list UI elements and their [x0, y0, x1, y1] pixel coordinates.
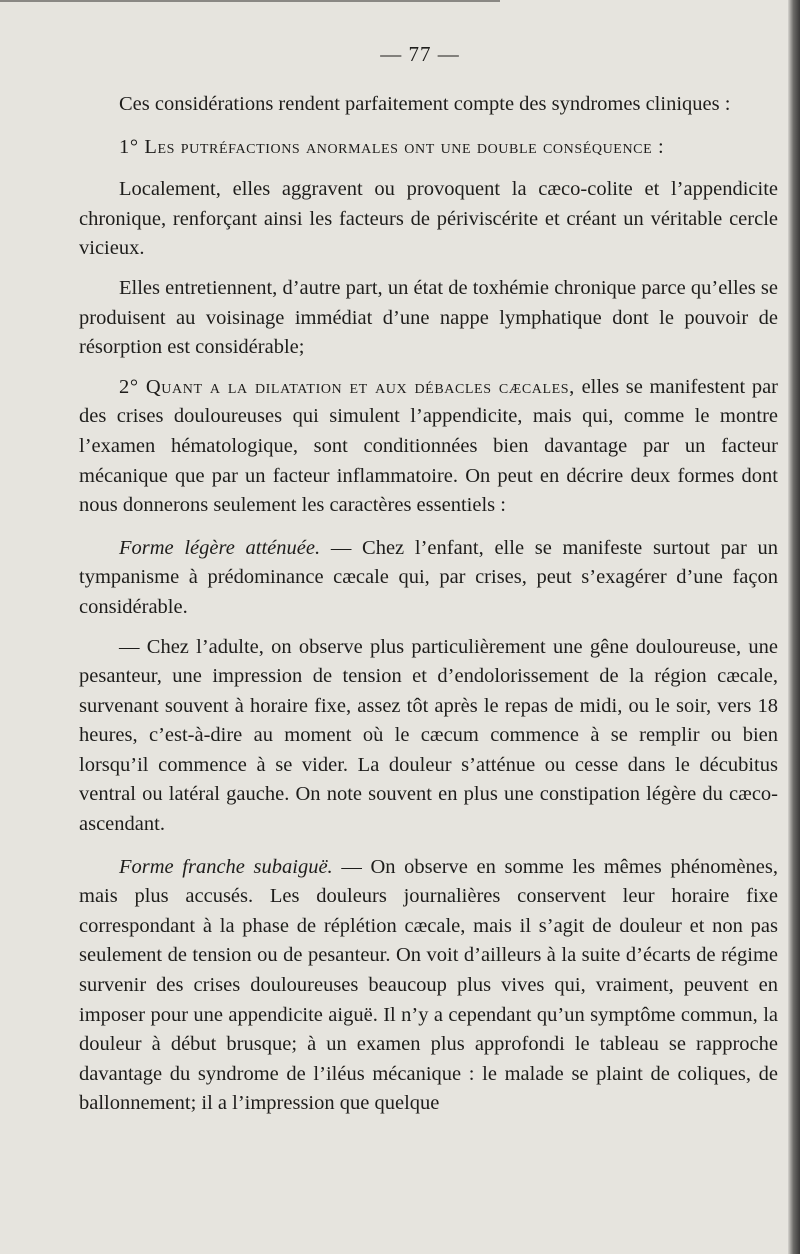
- heading-dilatation: 2° Quant a la dilatation et aux débacles cæcales,: [119, 375, 575, 398]
- page-binding-edge: [788, 0, 800, 1254]
- paragraph-dilatation: [79, 373, 778, 521]
- forme-franche-title: Forme franche subaiguë.: [119, 855, 333, 878]
- body-text: [79, 90, 778, 1119]
- paragraph-dilatation-text: elles se manifestent par des crises douloureuses qui simulent l’appendicite, mais qui, comme le montre l’examen hématologique, sont conditionnées bien davantage par un facteur mécanique que par un facteur inflammatoire. On peut en décrire deux formes dont nous donnerons seulement les caractères essentiels :: [79, 375, 778, 517]
- forme-legere-title: Forme légère atténuée.: [119, 536, 321, 559]
- paragraph-forme-franche: [79, 853, 778, 1119]
- paragraph-intro: Ces considérations rendent parfaitement compte des syndromes cliniques :: [119, 93, 731, 115]
- paragraph-adulte: — Chez l’adulte, on observe plus particulièrement une gêne douloureuse, une pesanteur, une impression de tension et d’endolorissement de la région cæcale, survenant souvent à horaire fixe, assez tôt après le repas de midi, ou le soir, vers 18 heures, c’est-à-dire au moment où le cæcum commence à se remplir ou bien lorsqu’il commence à se vider. La douleur s’atténue ou cesse dans le décubitus ventral ou latéral gauche. On note souvent en plus une constipation légère du cæco-ascendant.: [79, 635, 778, 836]
- forme-legere-text: — Chez l’enfant, elle se manifeste surtout par un tympanisme à prédominance cæcale qui, par crises, peut s’exagérer d’une façon considérable.: [79, 536, 778, 618]
- paragraph-toxhemie: Elles entretiennent, d’autre part, un état de toxhémie chronique parce qu’elles se produisent au voisinage immédiat d’une nappe lymphatique dont le pouvoir de résorption est considérable;: [79, 276, 778, 359]
- paragraph-forme-legere: [79, 534, 778, 623]
- paragraph-localement: Localement, elles aggravent ou provoquent la cæco-colite et l’appendicite chronique, renforçant ainsi les facteurs de périviscérite et créant un véritable cercle vicieux.: [79, 178, 778, 260]
- top-edge-rule: [0, 0, 500, 2]
- page-number: — 77 —: [380, 42, 460, 66]
- heading-putrefactions: 1° Les putréfactions anormales ont une double conséquence :: [119, 135, 665, 158]
- forme-franche-text: — On observe en somme les mêmes phénomènes, mais plus accusés. Les douleurs journalières conservent leur horaire fixe correspondant à la phase de réplétion cæcale, mais il s’agit de douleur et non pas seulement de tension ou de pesanteur. On voit d’ailleurs à la suite d’écarts de régime survenir des crises douloureuses beaucoup plus vives qui, vraiment, peuvent en imposer pour une appendicite aiguë. Il n’y a cependant qu’un symptôme commun, la douleur à début brusque; à un examen plus approfondi le tableau se rapproche davantage du syndrome de l’iléus mécanique : le malade se plaint de coliques, de ballonnement; il a l’impression que quelque: [79, 855, 779, 1115]
